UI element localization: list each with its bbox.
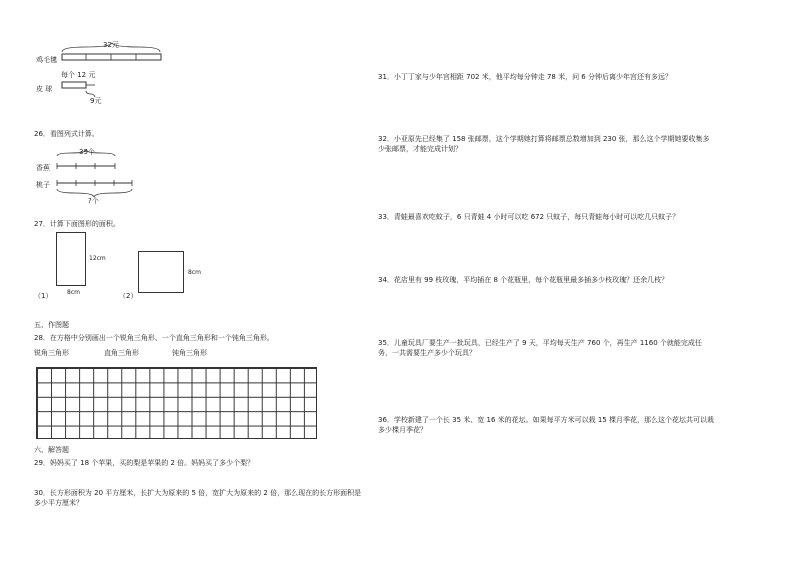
rope-diff-label: 9元 — [90, 97, 102, 105]
question-28: 28．在方格中分别画出一个锐角三角形、一个直角三角形和一个钝角三角形。 — [34, 334, 274, 342]
rope-label-b: 皮 球 — [36, 85, 53, 93]
question-26: 26．看图列式计算。 — [34, 130, 99, 138]
question-35: 35．儿童玩具厂要生产一批玩具，已经生产了 9 天，平均每天生产 760 个，再生产 1160 个就能完成任务，一共需要生产多少个玩具？ — [378, 339, 702, 357]
triangle-label-acute: 锐角三角形 — [34, 349, 69, 357]
figure-label-1: （1） — [34, 292, 53, 300]
question-32: 32．小亚原先已经集了 158 张邮票，这个学期她打算将邮票总数增加到 230 张，那么这个学期她要收集多少张邮票，才能完成计划？ — [378, 135, 710, 153]
fruit-total-label: 39个 — [79, 148, 95, 156]
rope-label-a: 鸡毛毽 — [36, 56, 57, 64]
rectangle-height-label: 12cm — [89, 255, 106, 262]
rope-total-label: 32元 — [103, 41, 119, 49]
triangle-label-obtuse: 钝角三角形 — [172, 349, 207, 357]
question-34: 34．花店里有 99 枝玫瑰，平均插在 8 个花瓶里，每个花瓶里最多插多少枝玫瑰？还余几枝？ — [378, 276, 669, 284]
rectangle-shape — [56, 232, 86, 286]
fruit-lines-svg — [55, 152, 145, 202]
question-30: 30．长方形面积为 20 平方厘米，长扩大为原来的 5 倍，宽扩大为原来的 2 倍，那么现在的长方形面积是多少平方厘米？ — [34, 489, 362, 507]
section-6-title: 六、解答题 — [34, 446, 69, 454]
square-shape — [138, 251, 184, 293]
triangle-label-right: 直角三角形 — [104, 349, 139, 357]
drawing-grid[interactable] — [36, 367, 317, 439]
fruit-label-b: 桃子 — [36, 181, 50, 189]
rectangle-width-label: 8cm — [67, 289, 80, 296]
question-27: 27．计算下面图形的面积。 — [34, 220, 120, 228]
fruit-unknown-label: ?个 — [88, 197, 99, 205]
square-side-label: 8cm — [188, 269, 201, 276]
question-33: 33．青蛙最喜欢吃蚊子，6 只青蛙 4 小时可以吃 672 只蚊子，每只青蛙每小时可以吃几只蚊子？ — [378, 213, 680, 221]
question-31: 31．小丁丁家与少年宫相距 702 米，他平均每分钟走 78 米，问 6 分钟后离少年宫还有多远？ — [378, 73, 672, 81]
fruit-label-a: 香蕉 — [36, 164, 50, 172]
question-29: 29．妈妈买了 18 个苹果，买的梨是苹果的 2 倍。妈妈买了多少个梨？ — [34, 459, 255, 467]
figure-label-2: （2） — [119, 292, 138, 300]
question-36: 36．学校新建了一个长 35 米、宽 16 米的花坛。如果每平方米可以栽 15 棵月季花，那么这个花坛共可以栽多少棵月季花？ — [378, 416, 714, 434]
section-5-title: 五、作图题 — [34, 321, 69, 329]
rope-each-label: 每个 12 元 — [61, 71, 96, 79]
